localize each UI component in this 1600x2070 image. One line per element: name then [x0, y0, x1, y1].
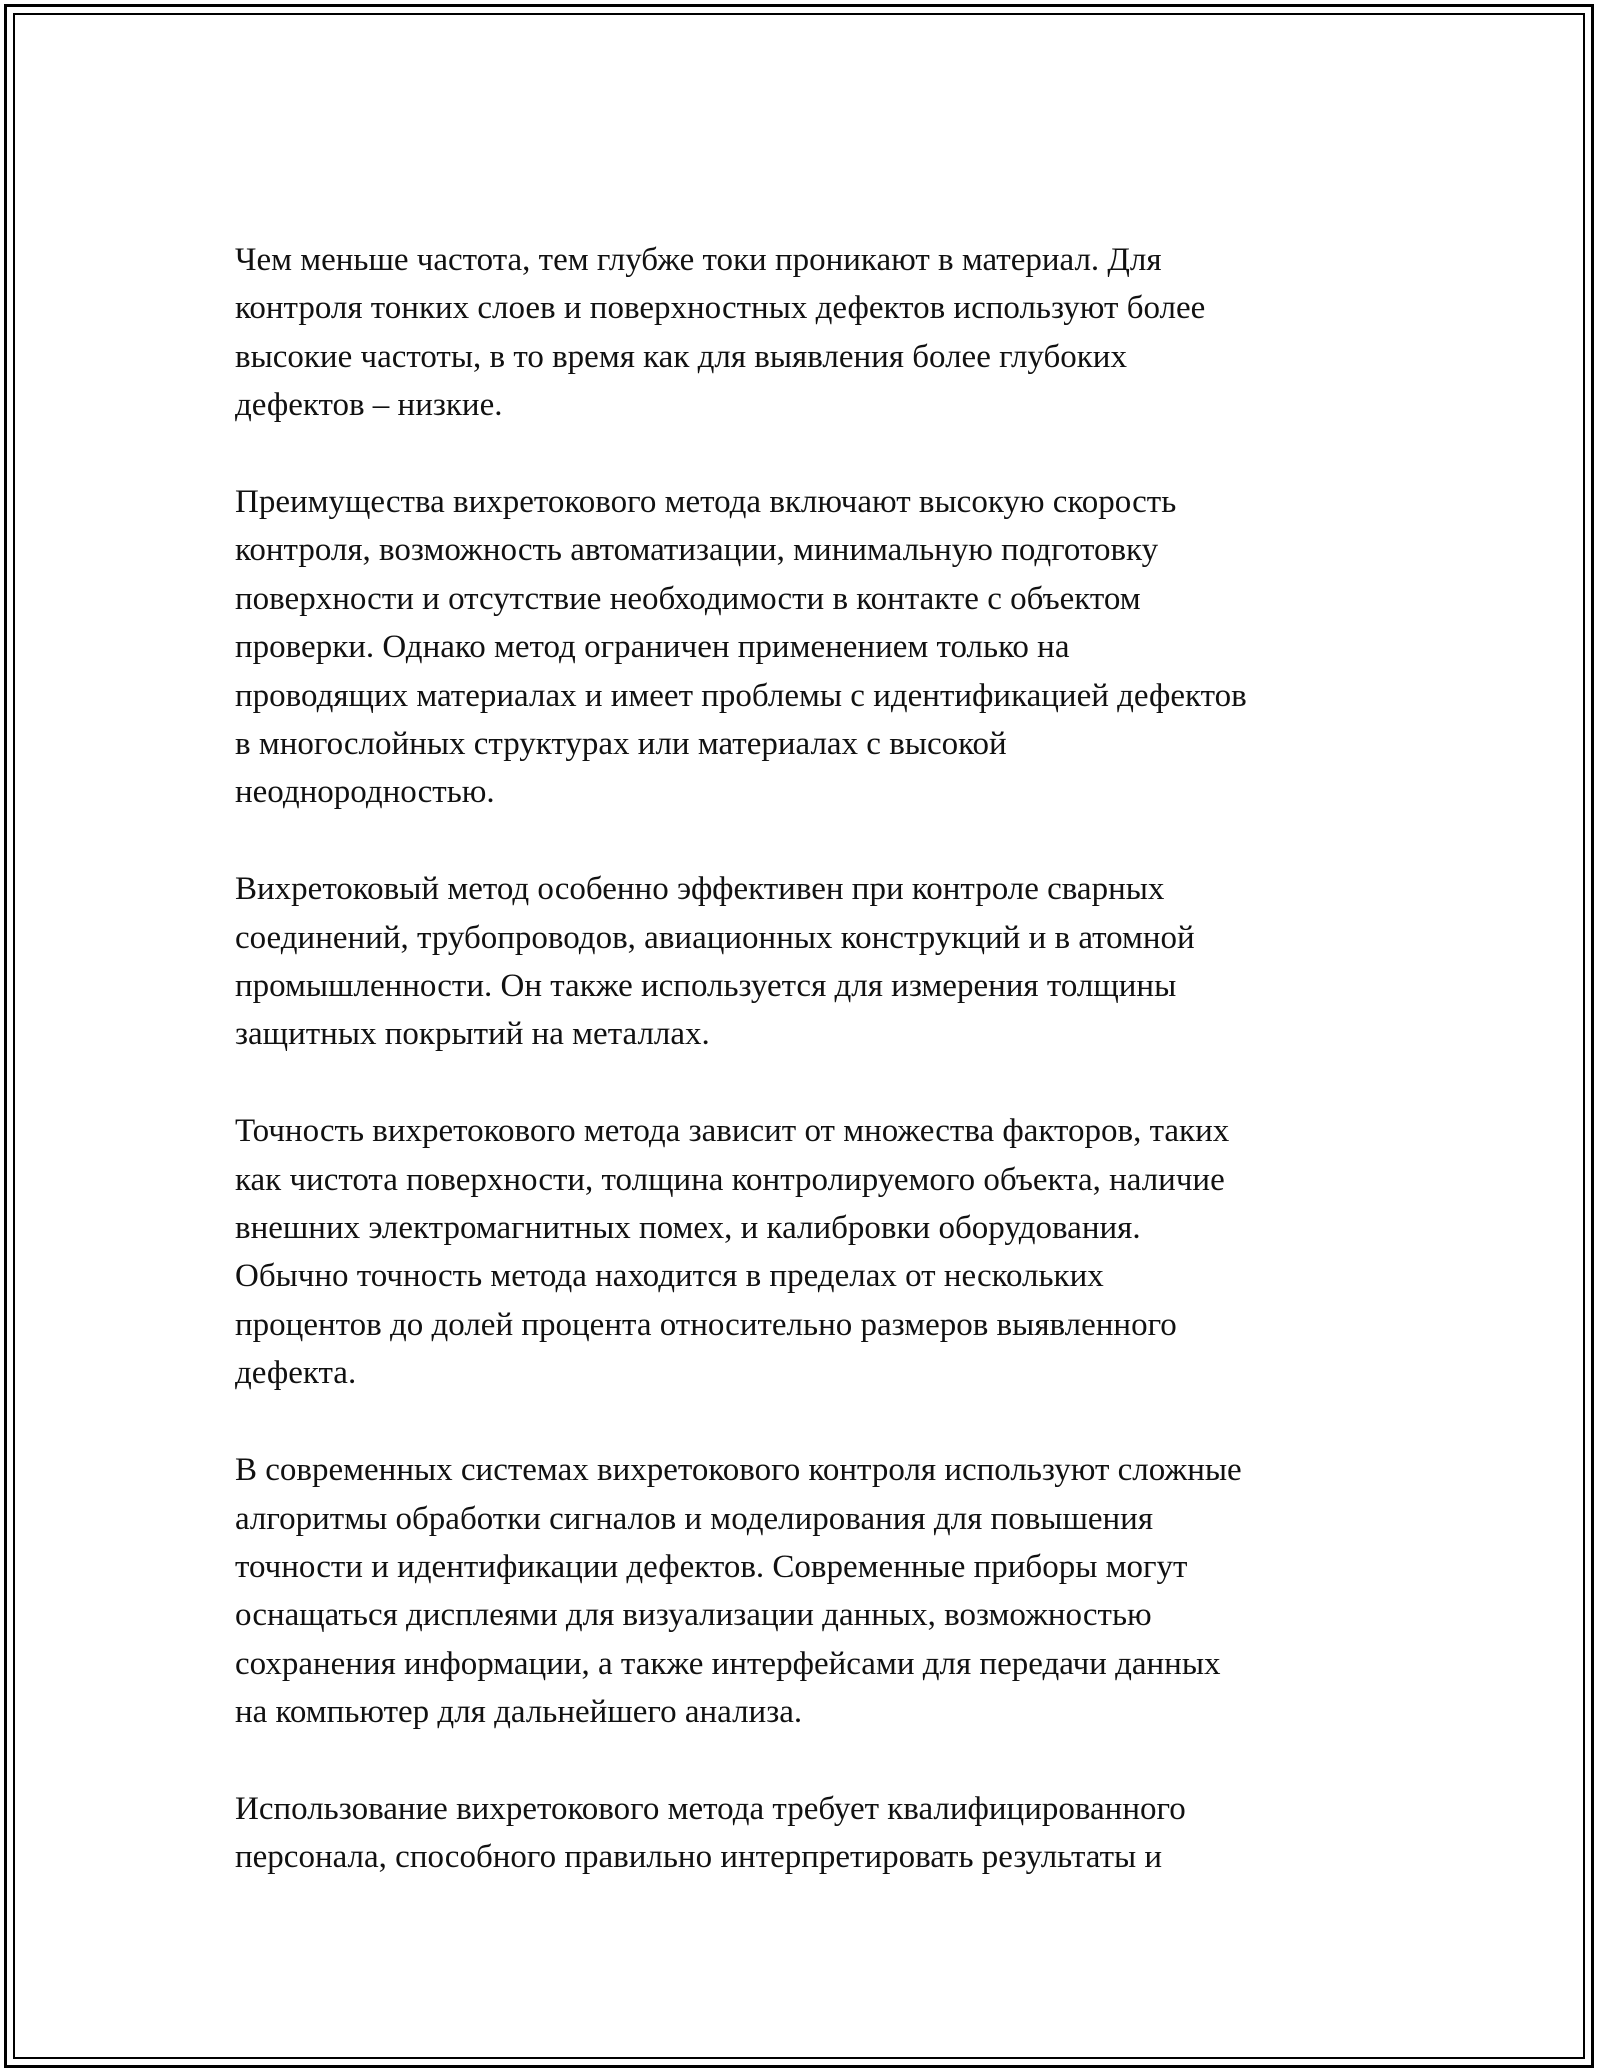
paragraph-line: высокие частоты, в то время как для выявления более глубоких — [235, 338, 1127, 375]
paragraph-line: контроля, возможность автоматизации, минимальную подготовку — [235, 532, 1159, 569]
paragraph-line: Чем меньше частота, тем глубже токи проникают в материал. Для — [235, 242, 1162, 278]
paragraph-line: персонала, способного правильно интерпретировать результаты и — [235, 1839, 1163, 1876]
paragraph-line: внешних электромагнитных помех, и калибровки оборудования. — [235, 1210, 1141, 1247]
paragraph-line: сохранения информации, а также интерфейсами для передачи данных — [235, 1645, 1221, 1682]
paragraph-line: неоднородностью. — [235, 774, 495, 811]
paragraph-line: соединений, трубопроводов, авиационных конструкций и в атомной — [235, 919, 1195, 956]
paragraph-line: В современных системах вихретокового контроля используют сложные — [235, 1452, 1242, 1489]
paragraph-line: Использование вихретокового метода требует квалифицированного — [235, 1790, 1186, 1827]
paragraph-line: поверхности и отсутствие необходимости в контакте с объектом — [235, 580, 1141, 617]
paragraph-line: в многослойных структурах или материалах с высокой — [235, 726, 1007, 763]
paragraph-line: как чистота поверхности, толщина контролируемого объекта, наличие — [235, 1161, 1225, 1198]
paragraph-2 — [235, 478, 1365, 817]
paragraph-5 — [235, 1446, 1365, 1736]
paragraph-line: оснащаться дисплеями для визуализации данных, возможностью — [235, 1597, 1152, 1634]
paragraph-line: контроля тонких слоев и поверхностных дефектов используют более — [235, 290, 1206, 327]
paragraph-line: промышленности. Он также используется для измерения толщины — [235, 968, 1177, 1005]
paragraph-line: процентов до долей процента относительно размеров выявленного — [235, 1306, 1177, 1343]
paragraph-line: Вихретоковый метод особенно эффективен при контроле сварных — [235, 871, 1165, 908]
paragraph-line: на компьютер для дальнейшего анализа. — [235, 1694, 803, 1731]
paragraph-1 — [235, 236, 1365, 430]
paragraph-line: алгоритмы обработки сигналов и моделирования для повышения — [235, 1500, 1154, 1537]
paragraph-line: точности и идентификации дефектов. Современные приборы могут — [235, 1548, 1188, 1585]
paragraph-line: защитных покрытий на металлах. — [235, 1016, 710, 1053]
paragraph-line: дефектов – низкие. — [235, 387, 503, 424]
paragraph-line: проводящих материалах и имеет проблемы с идентификацией дефектов — [235, 677, 1247, 714]
paragraph-3 — [235, 865, 1365, 1059]
paragraph-line: дефекта. — [235, 1355, 357, 1392]
paragraph-line: Точность вихретокового метода зависит от множества факторов, таких — [235, 1113, 1230, 1150]
paragraph-line: Обычно точность метода находится в пределах от нескольких — [235, 1258, 1104, 1295]
paragraph-4 — [235, 1107, 1365, 1397]
paragraph-6 — [235, 1785, 1365, 1882]
document-body — [235, 236, 1365, 1930]
paragraph-line: проверки. Однако метод ограничен применением только на — [235, 629, 1070, 666]
paragraph-line: Преимущества вихретокового метода включают высокую скорость — [235, 484, 1177, 521]
